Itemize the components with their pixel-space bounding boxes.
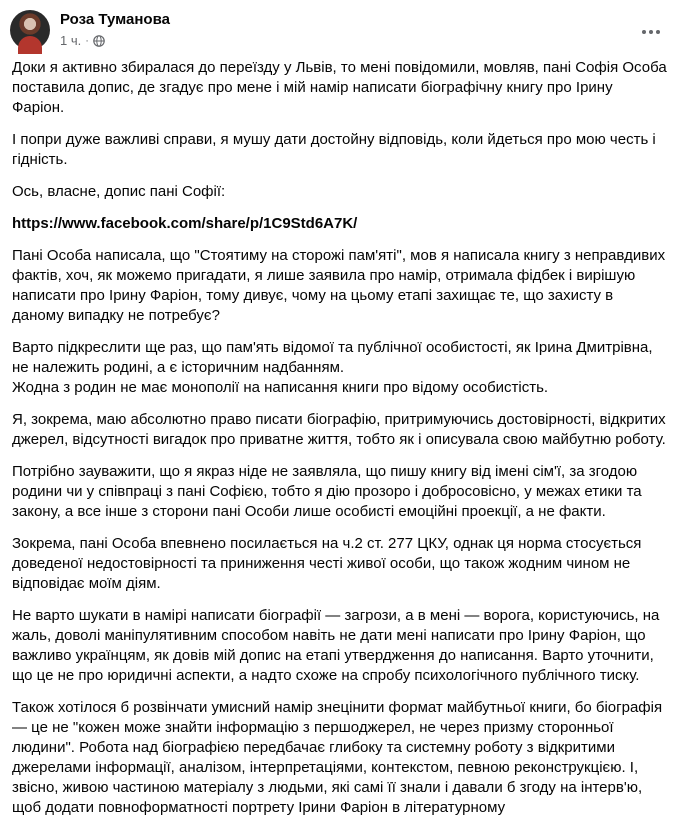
post-options-button[interactable] xyxy=(633,14,669,50)
post-header xyxy=(0,0,679,60)
paragraph: Пані Особа написала, що "Стоятиму на сторожі пам'яті", мов я написала книгу з неправдивих фактів, хоч, як можемо пригадати, я лише заявила про намір, отримала фідбек і вирішую написати про Ірину Фаріон, тому дивує, чому на цьому етапі захищає те, що захисту в даному випадку не потребує? xyxy=(12,247,666,324)
paragraph: Ось, власне, допис пані Софії: xyxy=(12,183,226,200)
post-body xyxy=(12,58,667,830)
paragraph: Зокрема, пані Особа впевнено посилається на ч.2 ст. 277 ЦКУ, однак ця норма стосується доведеної недостовірності та приниження честі живої особи, що також жодним чином не відповідає моїм діям. xyxy=(12,535,642,592)
meta-separator: · xyxy=(85,34,89,47)
paragraph: Доки я активно збиралася до переїзду у Львів, то мені повідомили, мовляв, пані Софія Особа поставила допис, де згадує про мене і мій намір написати біографічну книгу про Ірину Фаріон. xyxy=(12,59,667,116)
globe-icon[interactable] xyxy=(93,35,105,47)
post-meta xyxy=(60,33,105,48)
paragraph: Варто підкреслити ще раз, що пам'ять відомої та публічної особистості, як Ірина Дмитрівна, не належить родині, а є історичним надбанням. Жодна з родин не має монополії на написання книги про відому особистість. xyxy=(12,339,653,396)
paragraph: Також хотілося б розвінчати умисний намір знецінити формат майбутньої книги, бо біографія — це не "кожен може знайти інформацію з першоджерел, не через призму сторонньої людини". Робота над біографією передбачає глибоку та системну роботу з відкритими джерелами інформації, аналізом, інтерпретаціями, контекстом, певною реконструкцією. І, звісно, живою частиною матеріалу з людьми, які самі її знали і давали б згоду на інтерв'ю, щоб додати повноформатності портрету Ірини Фаріон в літературному xyxy=(12,699,663,816)
paragraph: Потрібно зауважити, що я якраз ніде не заявляла, що пишу книгу від імені сім'ї, за згодою родини чи у співпраці з пані Софією, тобто я дію прозоро і доброcовісно, у межах етики та закону, а все інше з сторони пані Особи лише особисті емоційні проекції, а не факти. xyxy=(12,463,642,520)
shared-post-link[interactable]: https://www.facebook.com/share/p/1C9Std6A7K/ xyxy=(12,215,358,232)
paragraph: Я, зокрема, маю абсолютно право писати біографію, притримуючись достовірності, відкритих джерел, відсутності вигадок про приватне життя, тобто як і описувала свою майбутню роботу. xyxy=(12,411,666,448)
author-name[interactable]: Роза Туманова xyxy=(60,11,170,28)
post-time[interactable]: 1 ч. xyxy=(60,33,82,48)
more-horizontal-icon xyxy=(641,29,661,35)
avatar[interactable] xyxy=(10,10,50,50)
link-paragraph xyxy=(12,214,667,234)
paragraph: Не варто шукати в намірі написати біографії — загрози, а в мені — ворога, користуючись, на жаль, доволі маніпулятивним способом навіть не дати мені написати про Ірину Фаріон, що важливо українцям, як довів мій допис на етапі утвердження до написання. Варто уточнити, що це не про юридичні аспекти, а надто схоже на спробу психологічного публічного тиску. xyxy=(12,607,660,684)
paragraph: І попри дуже важливі справи, я мушу дати достойну відповідь, коли йдеться про мою честь і гідність. xyxy=(12,131,656,168)
